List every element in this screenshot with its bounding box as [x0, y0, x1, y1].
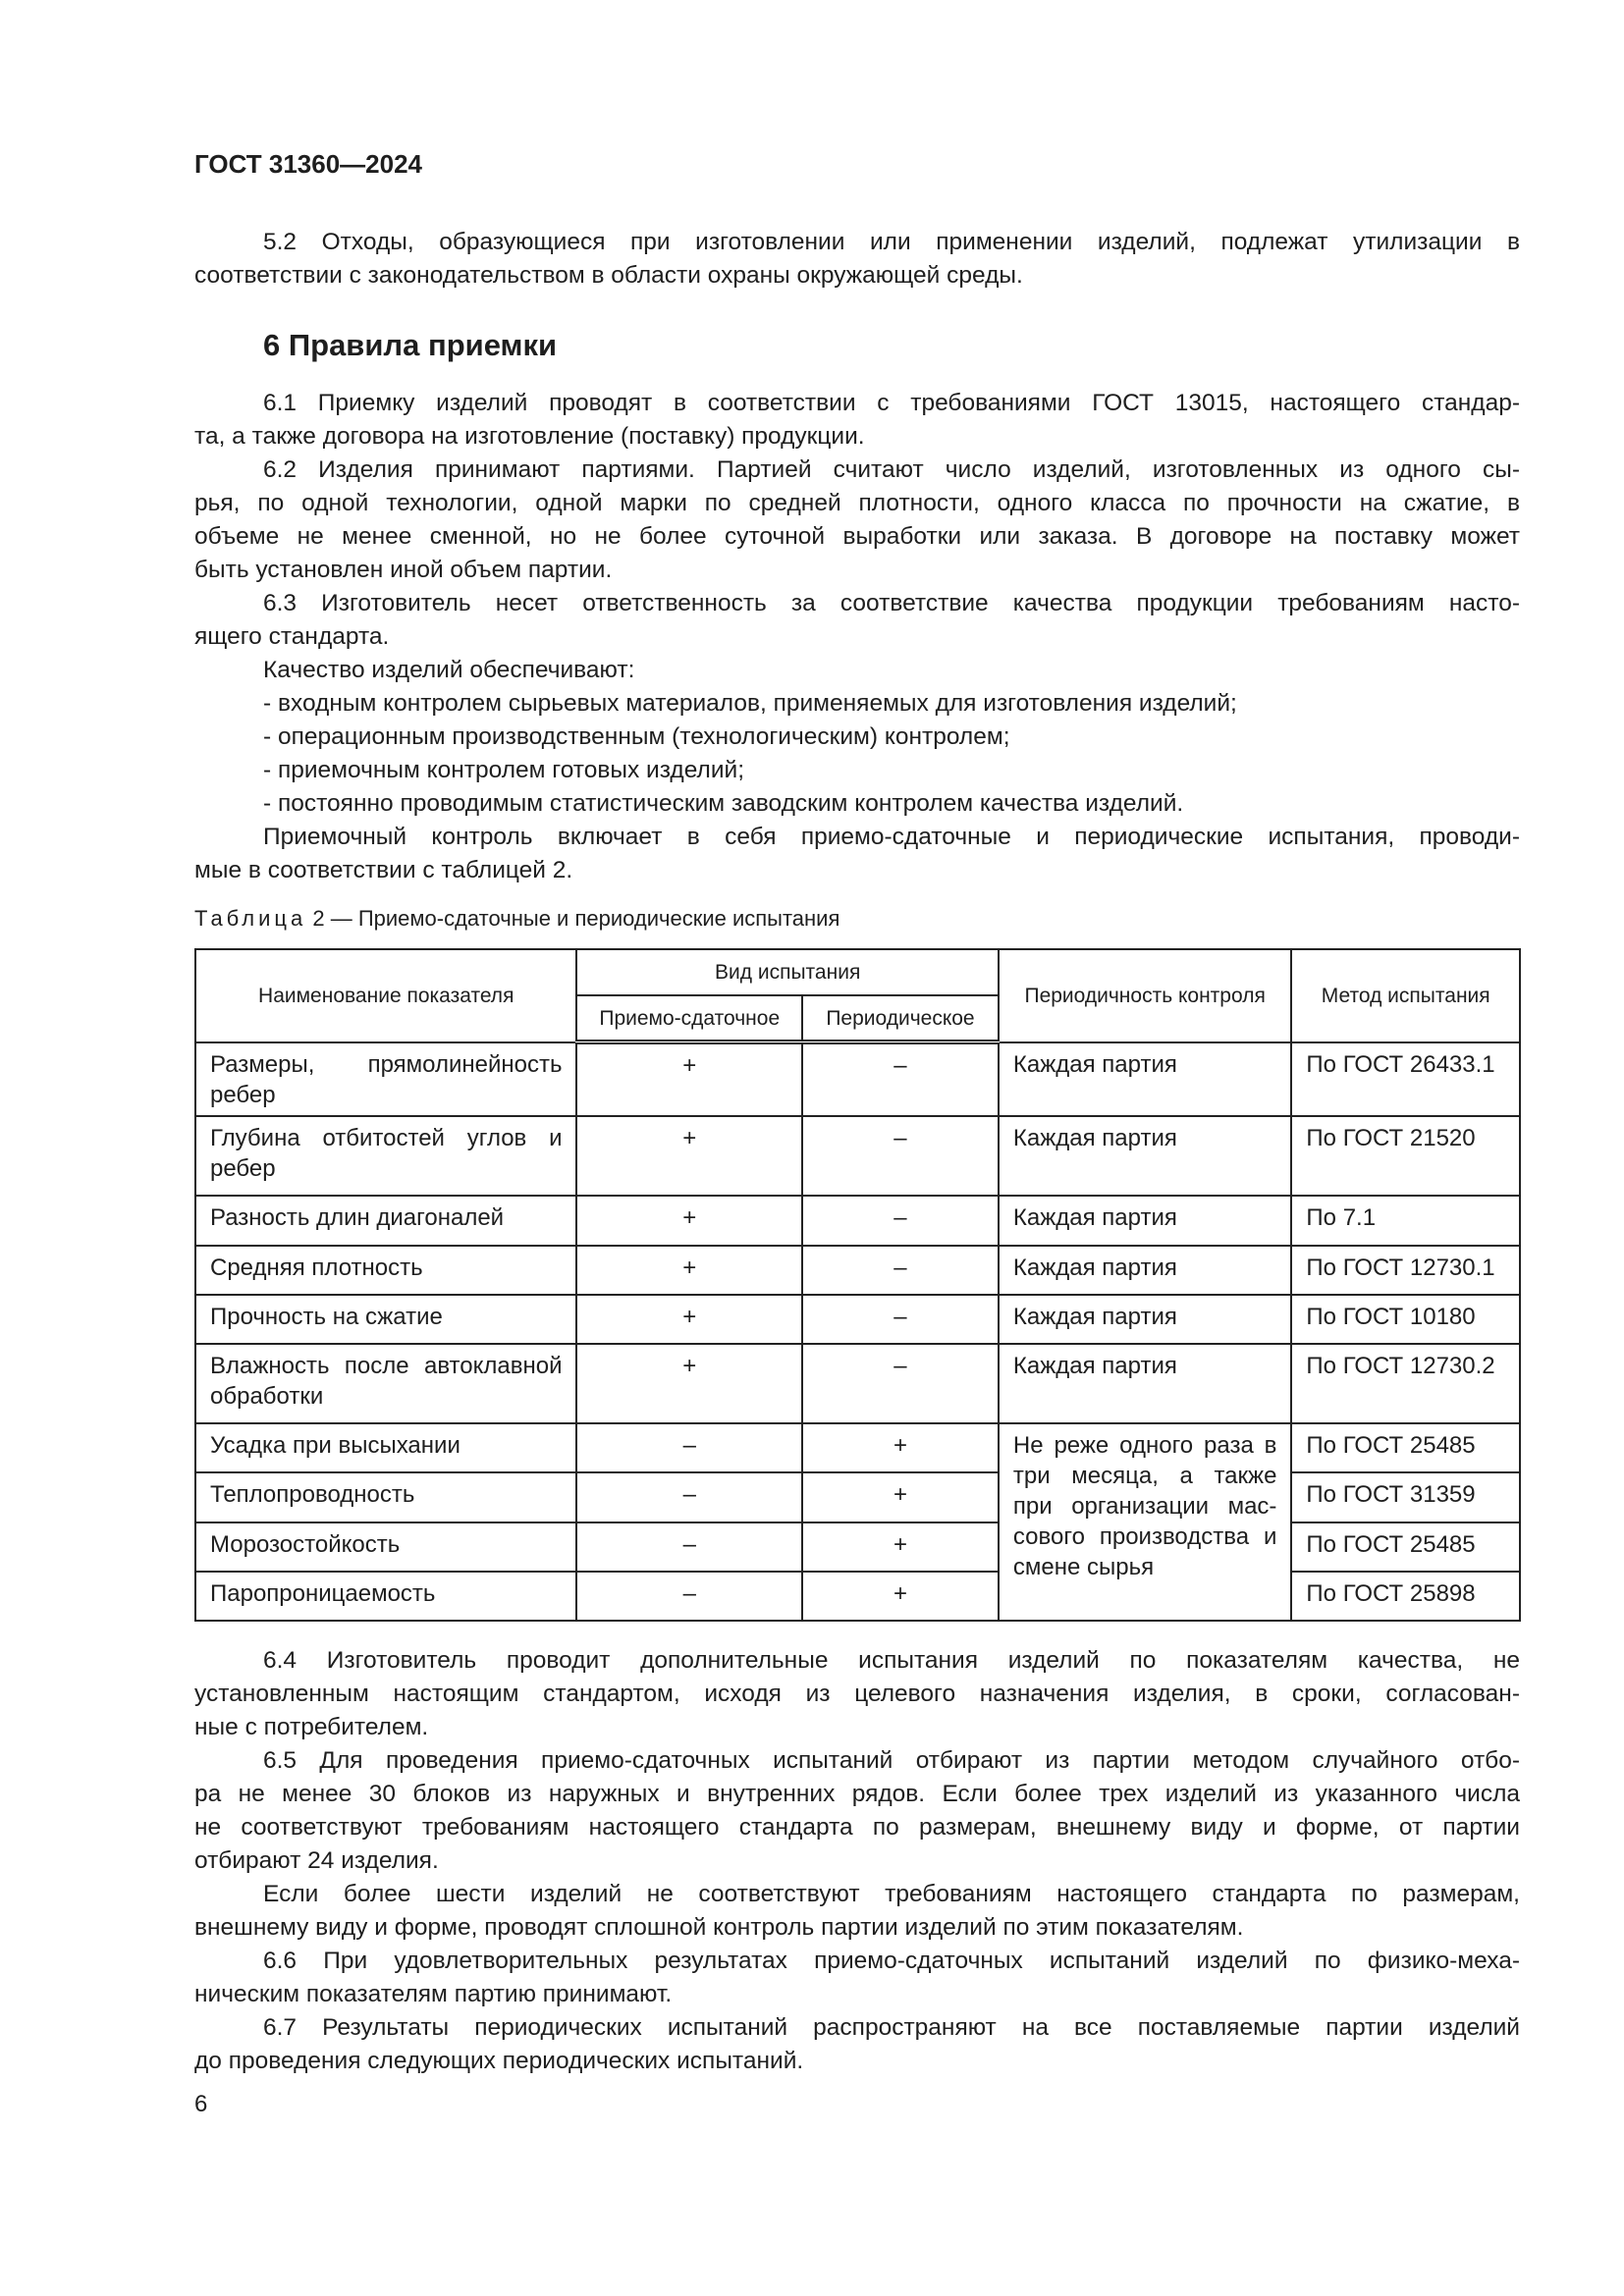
- acceptance-test-mark: –: [576, 1572, 802, 1621]
- paragraph-line: Качество изделий обеспечивают:: [263, 657, 635, 683]
- table-row: [195, 1042, 1520, 1116]
- table-caption: [194, 906, 839, 932]
- periodic-test-mark: –: [802, 1344, 999, 1423]
- paragraph-line: Приемочный контроль включает в себя приемо-сдаточные и периодические испытания, проводи-: [263, 824, 1520, 850]
- test-method: По ГОСТ 12730.2: [1291, 1344, 1520, 1423]
- acceptance-test-mark: +: [576, 1344, 802, 1423]
- paragraph-line: установленным настоящим стандартом, исходя из целевого назначения изделия, в сроки, согласован-: [194, 1681, 1520, 1707]
- table-row: [195, 1522, 1520, 1572]
- table-row: [195, 1196, 1520, 1246]
- indicator-name: Усадка при высыхании: [195, 1423, 576, 1472]
- test-method: По ГОСТ 26433.1: [1291, 1042, 1520, 1116]
- periodic-test-mark: –: [802, 1295, 999, 1344]
- test-method: По ГОСТ 25898: [1291, 1572, 1520, 1621]
- acceptance-test-mark: +: [576, 1042, 802, 1116]
- control-frequency: Каждая партия: [999, 1042, 1292, 1116]
- paragraph-line: соответствии с законодательством в области охраны окружающей среды.: [194, 262, 1023, 289]
- paragraph-line: не соответствуют требованиям настоящего стандарта по размерам, внешнему виду и форме, от партии: [194, 1814, 1520, 1841]
- acceptance-test-mark: +: [576, 1246, 802, 1295]
- paragraph-line: быть установлен иной объем партии.: [194, 557, 613, 583]
- indicator-name: Паропроницаемость: [195, 1572, 576, 1621]
- acceptance-test-mark: +: [576, 1295, 802, 1344]
- paragraph-line: ные с потребителем.: [194, 1714, 429, 1740]
- header-frequency: Периодичность контроля: [999, 949, 1292, 1042]
- control-frequency: Каждая партия: [999, 1344, 1292, 1423]
- periodic-test-mark: +: [802, 1522, 999, 1572]
- periodic-test-mark: –: [802, 1246, 999, 1295]
- section-title: 6 Правила приемки: [263, 328, 558, 362]
- page-number: 6: [194, 2091, 208, 2117]
- acceptance-test-mark: –: [576, 1522, 802, 1572]
- periodic-test-mark: –: [802, 1196, 999, 1246]
- table-row: [195, 1246, 1520, 1295]
- table-caption-text: 2 — Приемо-сдаточные и периодические испытания: [306, 906, 840, 931]
- bullet-item: - входным контролем сырьевых материалов, применяемых для изготовления изделий;: [263, 690, 1237, 717]
- periodic-test-mark: +: [802, 1423, 999, 1472]
- paragraph-line: Если более шести изделий не соответствуют требованиям настоящего стандарта по размерам,: [263, 1881, 1520, 1907]
- paragraph-line: 6.5 Для проведения приемо-сдаточных испытаний отбирают из партии методом случайного отбо-: [263, 1747, 1520, 1774]
- bullet-item: - приемочным контролем готовых изделий;: [263, 757, 745, 783]
- paragraph-line: 6.7 Результаты периодических испытаний распространяют на все поставляемые партии изделий: [263, 2014, 1520, 2041]
- paragraph-line: отбирают 24 изделия.: [194, 1847, 439, 1874]
- control-frequency: Каждая партия: [999, 1116, 1292, 1196]
- indicator-name: Глубина отбитостей углов и ребер: [195, 1116, 576, 1196]
- paragraph-line: 6.1 Приемку изделий проводят в соответствии с требованиями ГОСТ 13015, настоящего стандар-: [263, 390, 1520, 416]
- header-method: Метод испытания: [1291, 949, 1520, 1042]
- test-method: По ГОСТ 12730.1: [1291, 1246, 1520, 1295]
- acceptance-tests-table: [194, 948, 1521, 1622]
- table-row: [195, 1572, 1520, 1621]
- test-method: По ГОСТ 25485: [1291, 1423, 1520, 1472]
- clauses-6-4-to-6-7: [194, 1644, 1520, 2078]
- paragraph-line: 6.4 Изготовитель проводит дополнительные испытания изделий по показателям качества, не: [263, 1647, 1520, 1674]
- paragraph-line: 6.3 Изготовитель несет ответственность за соответствие качества продукции требованиям насто-: [263, 590, 1520, 616]
- paragraph-line: рья, по одной технологии, одной марки по средней плотности, одного класса по прочности на сжатие, в: [194, 490, 1520, 516]
- control-frequency: Каждая партия: [999, 1196, 1292, 1246]
- paragraph-line: до проведения следующих периодических испытаний.: [194, 2048, 804, 2074]
- test-method: По ГОСТ 25485: [1291, 1522, 1520, 1572]
- paragraph-line: та, а также договора на изготовление (поставку) продукции.: [194, 423, 865, 450]
- paragraph-line: мые в соответствии с таблицей 2.: [194, 857, 573, 883]
- paragraph-line: внешнему виду и форме, проводят сплошной контроль партии изделий по этим показателям.: [194, 1914, 1244, 1941]
- paragraph-line: 6.2 Изделия принимают партиями. Партией считают число изделий, изготовленных из одного сы-: [263, 456, 1520, 483]
- header-periodic: Периодическое: [802, 995, 999, 1042]
- periodic-test-mark: –: [802, 1042, 999, 1116]
- paragraph-line: объеме не менее сменной, но не более суточной выработки или заказа. В договоре на поставку может: [194, 523, 1520, 550]
- table-caption-label: Таблица: [194, 906, 307, 931]
- paragraph-line: ра не менее 30 блоков из наружных и внутренних рядов. Если более трех изделий из указанного числа: [194, 1781, 1520, 1807]
- indicator-name: Влажность после автоклавной обработки: [195, 1344, 576, 1423]
- test-method: По 7.1: [1291, 1196, 1520, 1246]
- test-method: По ГОСТ 21520: [1291, 1116, 1520, 1196]
- indicator-name: Размеры, прямолинейность ребер: [195, 1042, 576, 1116]
- acceptance-test-mark: +: [576, 1116, 802, 1196]
- bullet-item: - постоянно проводимым статистическим заводским контролем качества изделий.: [263, 790, 1184, 817]
- indicator-name: Разность длин диагоналей: [195, 1196, 576, 1246]
- header-test-type: Вид испытания: [576, 949, 998, 995]
- paragraph-line: ящего стандарта.: [194, 623, 390, 650]
- paragraph-line: 6.6 При удовлетворительных результатах приемо-сдаточных испытаний изделий по физико-меха-: [263, 1948, 1520, 1974]
- document-header: ГОСТ 31360—2024: [194, 149, 422, 179]
- indicator-name: Теплопроводность: [195, 1472, 576, 1522]
- indicator-name: Средняя плотность: [195, 1246, 576, 1295]
- table-row: [195, 1116, 1520, 1196]
- table-row: [195, 1472, 1520, 1522]
- periodic-test-mark: +: [802, 1572, 999, 1621]
- header-acceptance: Приемо-сдаточное: [576, 995, 802, 1042]
- periodic-test-mark: –: [802, 1116, 999, 1196]
- indicator-name: Морозостойкость: [195, 1522, 576, 1572]
- periodic-test-mark: +: [802, 1472, 999, 1522]
- control-frequency: Каждая партия: [999, 1295, 1292, 1344]
- table-header-row: [195, 949, 1520, 995]
- paragraph-line: ническим показателям партию принимают.: [194, 1981, 673, 2007]
- test-method: По ГОСТ 31359: [1291, 1472, 1520, 1522]
- acceptance-test-mark: +: [576, 1196, 802, 1246]
- table-row: [195, 1423, 1520, 1472]
- paragraph-line: 5.2 Отходы, образующиеся при изготовлении или применении изделий, подлежат утилизации в: [263, 229, 1520, 255]
- table-row: [195, 1295, 1520, 1344]
- acceptance-test-mark: –: [576, 1472, 802, 1522]
- test-method: По ГОСТ 10180: [1291, 1295, 1520, 1344]
- control-frequency: Каждая партия: [999, 1246, 1292, 1295]
- header-name: Наименование показателя: [195, 949, 576, 1042]
- table-row: [195, 1344, 1520, 1423]
- bullet-item: - операционным производственным (технологическим) контролем;: [263, 723, 1010, 750]
- control-frequency: Не реже одного раза в три месяца, а также при организации мас-сового производства и смене сырья: [999, 1423, 1292, 1621]
- section-6-clauses: [194, 387, 1520, 887]
- acceptance-test-mark: –: [576, 1423, 802, 1472]
- clause-5-2: [194, 226, 1520, 293]
- indicator-name: Прочность на сжатие: [195, 1295, 576, 1344]
